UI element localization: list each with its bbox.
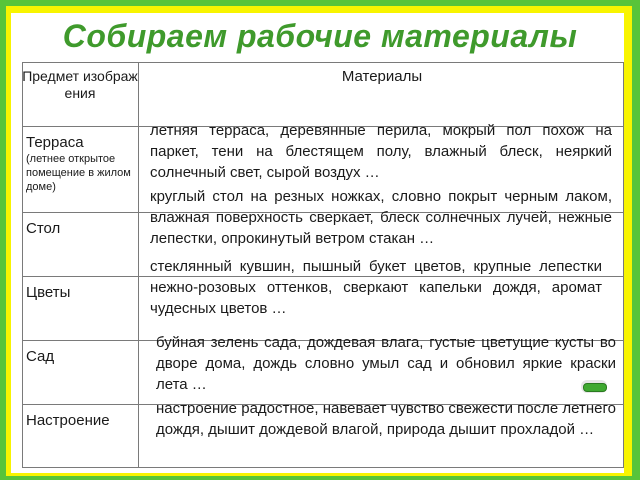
row-sublabel-terrace: (летнее открытое помещение в жилом доме): [26, 153, 131, 193]
row-divider: [22, 404, 138, 405]
row-label-garden: Сад: [26, 348, 55, 365]
row-divider: [22, 340, 138, 341]
row-label-mood: Настроение: [26, 412, 110, 429]
slide-title: Собираем рабочие материалы: [62, 18, 578, 54]
row-text-mood: настроение радостное, навевает чувство свежести после летнего дождя, дышит дождевой влагой, природа дышит прохладой …: [156, 400, 616, 438]
row-text-terrace: летняя терраса, деревянные перила, мокрый пол похож на паркет, тени на блестящем полу, влажный блеск, неяркий солнечный свет, сырой воздух …: [150, 122, 612, 181]
row-divider: [22, 126, 138, 127]
header-materials: Материалы: [341, 68, 423, 85]
row-divider: [22, 212, 138, 213]
table-column-divider: [138, 62, 139, 468]
table-border-right: [623, 62, 624, 468]
row-label-table: Стол: [26, 220, 61, 237]
row-text-flowers: стеклянный кувшин, пышный букет цветов, крупные лепестки нежно-розовых оттенков, сверкают капельки дождя, аромат чудесных цветов …: [150, 258, 602, 317]
row-divider: [22, 276, 138, 277]
table-border-top: [22, 62, 624, 63]
table-border-bottom: [22, 467, 624, 468]
row-label-terrace: Терраса: [26, 134, 84, 151]
row-label-flowers: Цветы: [26, 284, 71, 301]
table-border-left: [22, 62, 23, 468]
row-text-table: круглый стол на резных ножках, словно покрыт черным лаком, влажная поверхность сверкает, блеск солнечных лучей, нежные лепестки, опрокинутый ветром стакан …: [150, 188, 612, 247]
row-text-garden: буйная зелень сада, дождевая влага, густые цветущие кусты во дворе дома, дождь словно умыл сад и обновил яркие краски лета …: [156, 334, 616, 393]
header-subject: Предмет изображения: [22, 68, 138, 101]
scroll-indicator[interactable]: [583, 383, 607, 392]
